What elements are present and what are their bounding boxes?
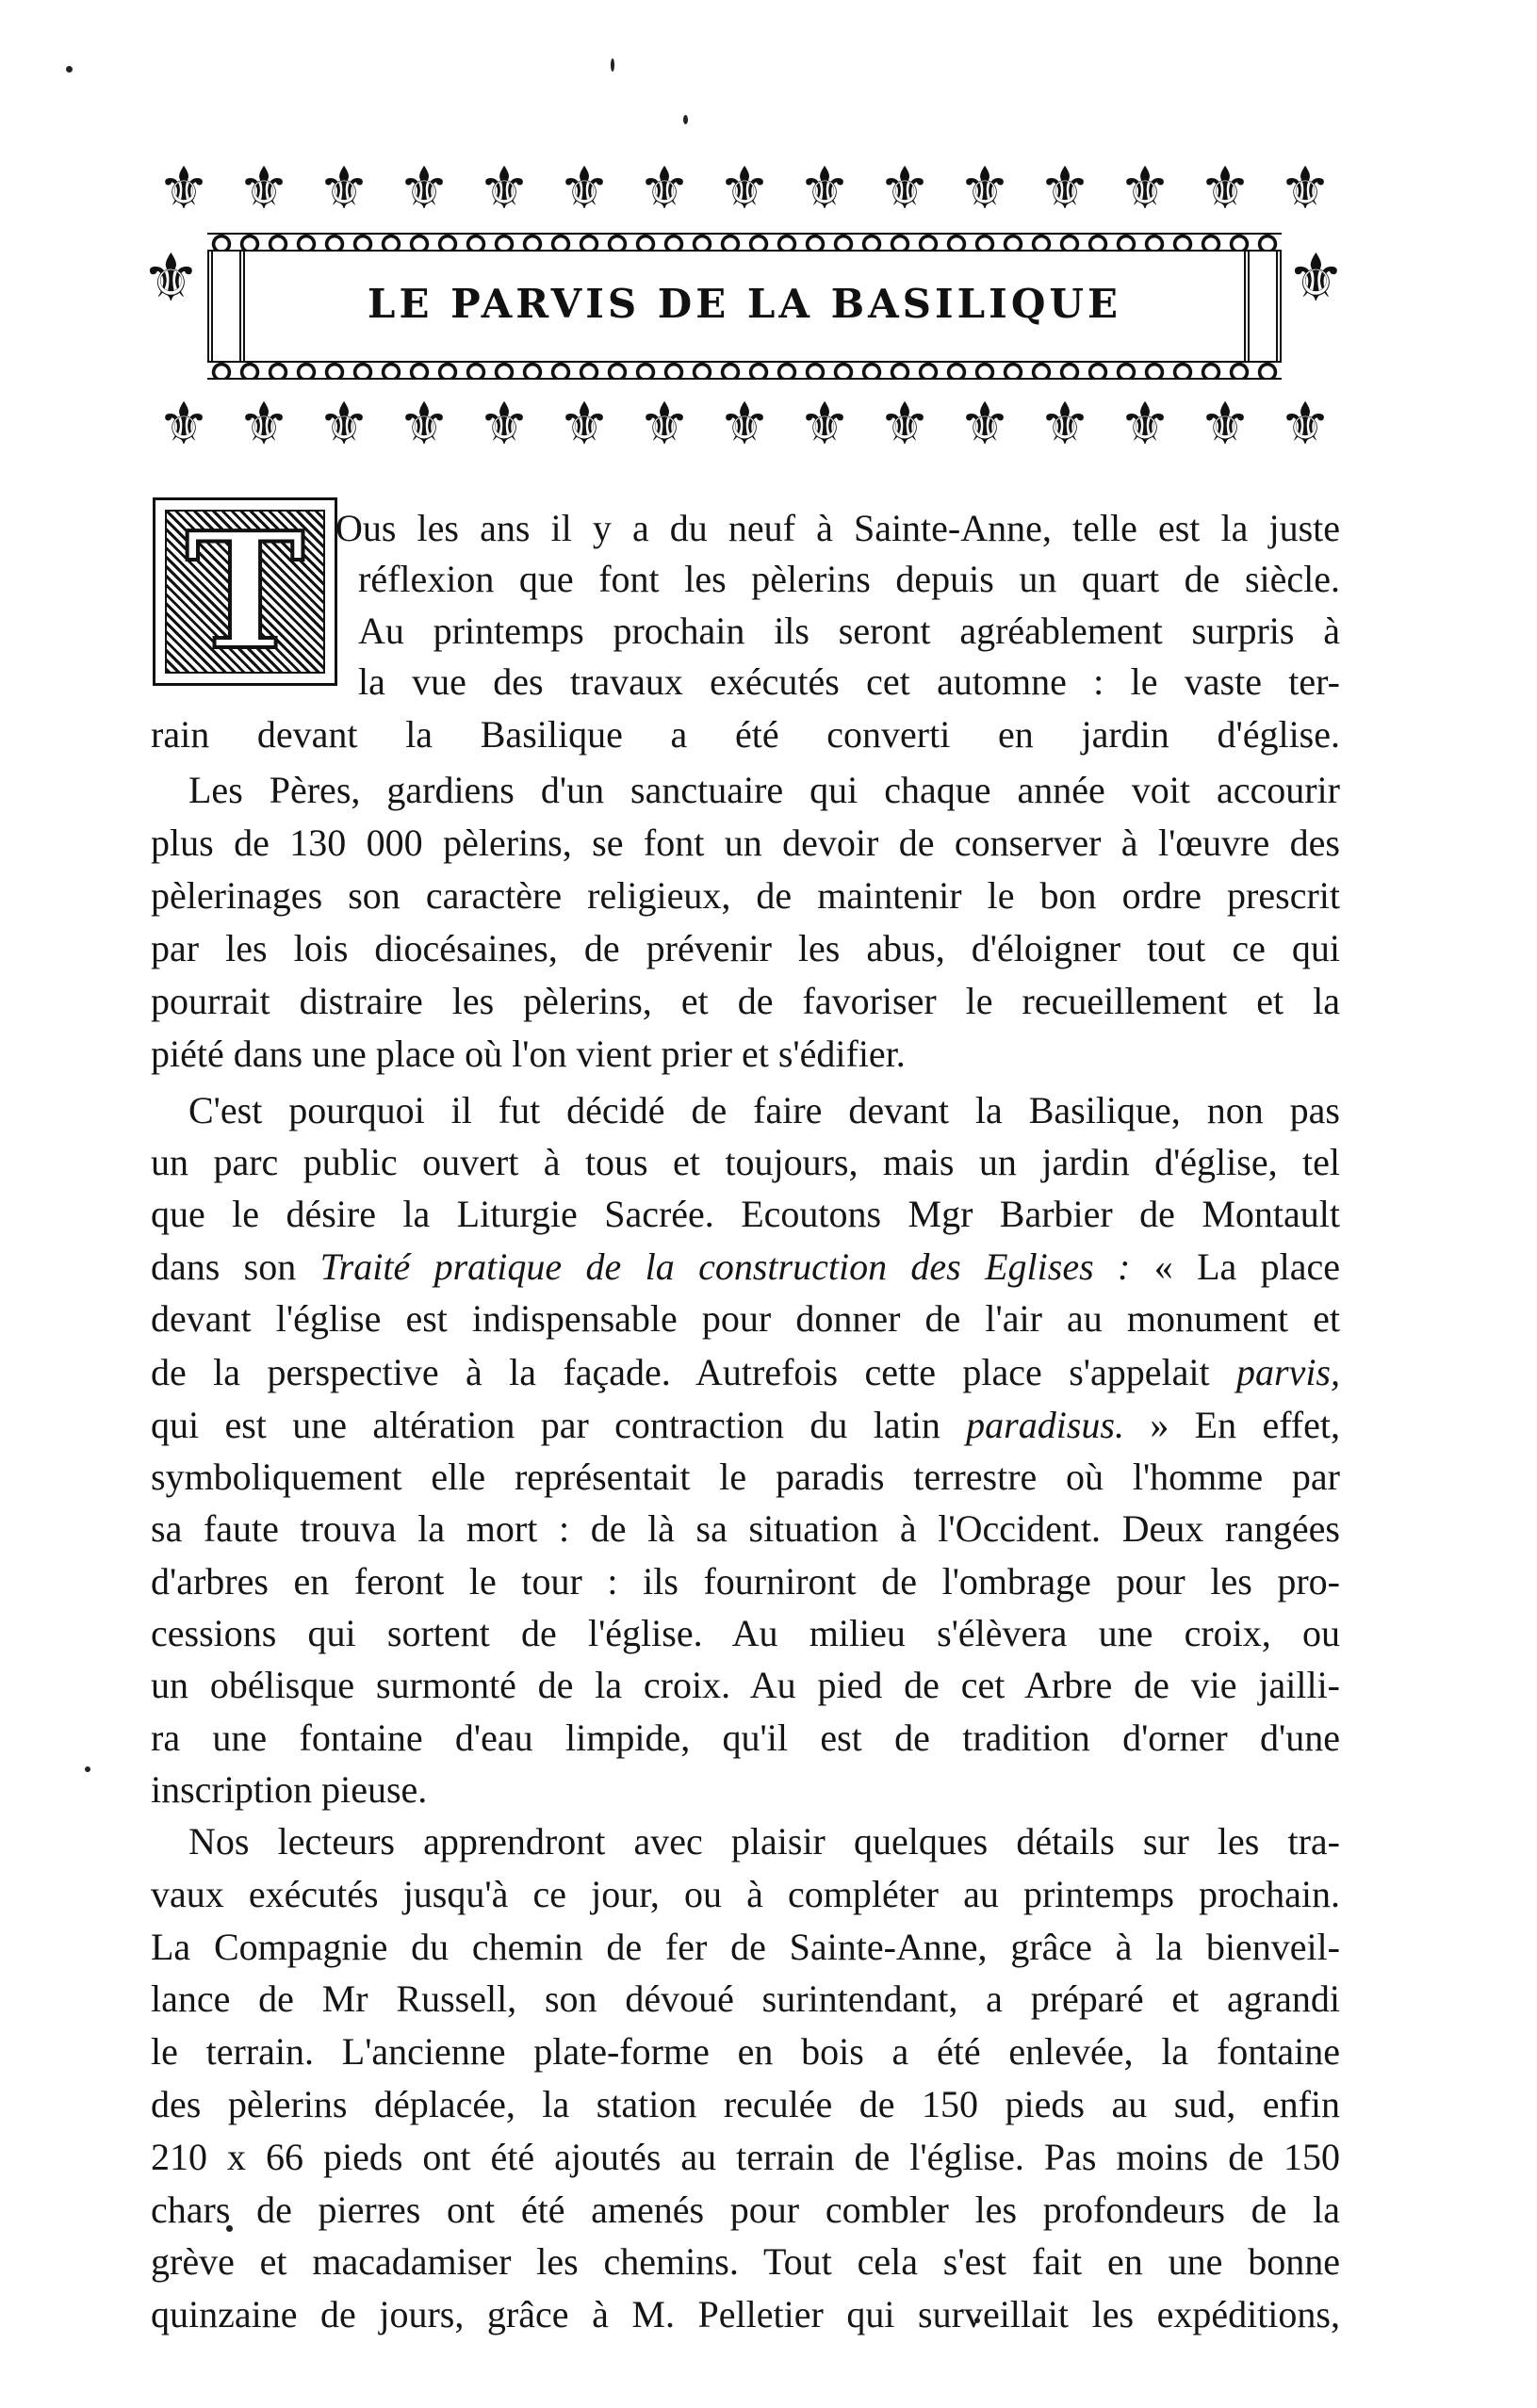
italic-text: paradisus. (966, 1404, 1124, 1446)
text-line-content: vaux exécutés jusqu'à ce jour, ou à compléter au printemps prochain. (151, 1873, 1340, 1915)
text-line-content: grève et macadamiser les chemins. Tout cela s'est fait en une bonne (151, 2240, 1340, 2283)
text-line (188, 765, 1340, 816)
fleur-de-lis-icon: ⚜ (1199, 389, 1251, 458)
fleur-de-lis-icon: ⚜ (478, 389, 531, 458)
fleur-de-lis-icon: ⚜ (1038, 389, 1091, 458)
fleur-de-lis-icon: ⚜ (798, 154, 851, 222)
fleur-de-lis-icon: ⚜ (958, 154, 1011, 222)
ornament-row-bottom (151, 382, 1338, 466)
text-line (151, 2132, 1340, 2183)
text-line (151, 1713, 1340, 1764)
fleur-de-lis-icon: ⚜ (558, 154, 611, 222)
fleur-de-lis-icon: ⚜ (478, 154, 531, 222)
text-line (151, 976, 1340, 1027)
text-line (358, 554, 1340, 605)
fleur-de-lis-icon: ⚜ (638, 154, 691, 222)
fleur-de-lis-icon: ⚜ (558, 389, 611, 458)
text-line (151, 923, 1340, 974)
print-speck (611, 58, 614, 72)
text-line (151, 2237, 1340, 2287)
text-line-content: rain devant la Basilique a été converti en jardin d'église. (151, 713, 1340, 756)
text-line (151, 2289, 1340, 2340)
text-line (151, 1869, 1340, 1920)
text-line-content: qui est une altération par contraction du latin (151, 1404, 967, 1446)
text-line (188, 1816, 1340, 1867)
italic-text: Traité pratique de la construction des Eglises : (319, 1245, 1131, 1288)
text-line (151, 1974, 1340, 2025)
text-line-content: quinzaine de jours, grâce à M. Pelletier qui surveillait les expéditions, (151, 2293, 1340, 2335)
fleur-de-lis-icon: ⚜ (798, 389, 851, 458)
fleur-de-lis-icon: ⚜ (718, 154, 771, 222)
text-line (151, 1452, 1340, 1503)
fleur-de-lis-icon: ⚜ (1279, 154, 1332, 222)
ornament-row-top (151, 146, 1338, 231)
text-line (151, 1029, 906, 1080)
ornament-chain-bottom (207, 361, 1282, 380)
text-line (151, 1608, 1340, 1659)
text-line-content: sa faute trouva la mort : de là sa situation à l'Occident. Deux rangées (151, 1507, 1340, 1550)
text-line (151, 1504, 1340, 1554)
text-line-content: chars de pierres ont été amenés pour combler les profondeurs de la (151, 2188, 1340, 2231)
text-line-content: devant l'église est indispensable pour donner de l'air au monument et (151, 1297, 1340, 1340)
text-line (358, 657, 1340, 708)
text-line (151, 1400, 1340, 1451)
fleur-de-lis-icon: ⚜ (718, 389, 771, 458)
text-line-content: pèlerinages son caractère religieux, de maintenir le bon ordre prescrit (151, 874, 1340, 917)
text-line (151, 1293, 1340, 1344)
drop-cap (153, 497, 337, 686)
fleur-de-lis-icon: ⚜ (398, 389, 450, 458)
text-line-content: Les Pères, gardiens d'un sanctuaire qui chaque année voit accourir (188, 769, 1340, 811)
ornament-chain-top (207, 233, 1282, 252)
italic-text: parvis, (1236, 1351, 1340, 1393)
text-line-content: cessions qui sortent de l'église. Au milieu s'élèvera une croix, ou (151, 1612, 1340, 1654)
fleur-de-lis-icon: ⚜ (318, 389, 370, 458)
text-line (151, 818, 1340, 869)
text-line-content: que le désire la Liturgie Sacrée. Ecoutons Mgr Barbier de Montault (151, 1193, 1340, 1235)
text-line-content: un parc public ouvert à tous et toujours, mais un jardin d'église, tel (151, 1141, 1340, 1183)
text-line (151, 2026, 1340, 2077)
text-line-content: par les lois diocésaines, de prévenir les abus, d'éloigner tout ce qui (151, 927, 1340, 969)
text-line-content: pourrait distraire les pèlerins, et de favoriser le recueillement et la (151, 980, 1340, 1022)
text-line-content: le terrain. L'ancienne plate-forme en bois a été enlevée, la fontaine (151, 2030, 1340, 2073)
text-line-content: La Compagnie du chemin de fer de Sainte-Anne, grâce à la bienveil- (151, 1926, 1340, 1968)
page-title: LE PARVIS DE LA BASILIQUE (367, 281, 1122, 327)
fleur-de-lis-icon: ⚜ (237, 389, 290, 458)
text-line-content: un obélisque surmonté de la croix. Au pied de cet Arbre de vie jailli- (151, 1664, 1340, 1706)
text-line (151, 1347, 1340, 1398)
text-line (188, 1085, 1340, 1136)
text-line (151, 2185, 1340, 2236)
text-line (151, 709, 1340, 760)
text-line-content: symboliquement elle représentait le paradis terrestre où l'homme par (151, 1456, 1340, 1498)
fleur-de-lis-icon: ⚜ (878, 389, 931, 458)
text-line-content: de la perspective à la façade. Autrefois cette place s'appelait (151, 1351, 1236, 1393)
text-line (151, 1556, 1340, 1607)
text-line-content: Au printemps prochain ils seront agréablement surpris à (358, 610, 1340, 652)
text-line-content: C'est pourquoi il fut décidé de faire devant la Basilique, non pas (188, 1089, 1340, 1131)
fleur-de-lis-icon: ⚜ (1199, 154, 1251, 222)
text-line (358, 606, 1340, 657)
print-speck (66, 66, 73, 73)
text-line-content: la vue des travaux exécutés cet automne : le vaste ter- (358, 660, 1340, 703)
text-line-content: des pèlerins déplacée, la station reculée de 150 pieds au sud, enfin (151, 2083, 1340, 2125)
text-line-content: lance de Mr Russell, son dévoué surintendant, a préparé et agrandi (151, 1977, 1340, 2020)
text-line-content: » En effet, (1123, 1404, 1340, 1446)
text-line (151, 2079, 1340, 2130)
text-line-content: « La place (1130, 1245, 1341, 1288)
text-line (151, 1922, 1340, 1973)
fleur-de-lis-icon: ⚜ (878, 154, 931, 222)
text-line-content: piété dans une place où l'on vient prier et s'édifier. (151, 1033, 906, 1075)
fleur-de-lis-icon: ⚜ (318, 154, 370, 222)
text-line (151, 1660, 1340, 1711)
print-speck (683, 115, 688, 124)
print-speck (85, 1766, 90, 1772)
text-line (151, 1137, 1340, 1188)
fleur-de-lis-icon: ⚜ (237, 154, 290, 222)
drop-cap-letter: T (185, 497, 305, 686)
text-line (151, 1765, 427, 1815)
text-line-content: dans son (151, 1245, 320, 1288)
fleur-de-lis-icon: ⚜ (1119, 154, 1171, 222)
text-line (335, 503, 1340, 554)
fleur-de-lis-icon: ⚜ (398, 154, 450, 222)
header-ornament (141, 146, 1346, 466)
text-line (151, 1242, 1340, 1293)
fleur-de-lis-icon: ⚜ (141, 239, 201, 317)
fleur-de-lis-icon: ⚜ (1279, 389, 1332, 458)
text-line-content: plus de 130 000 pèlerins, se font un devoir de conserver à l'œuvre des (151, 822, 1340, 864)
text-line-content: ra une fontaine d'eau limpide, qu'il est de tradition d'orner d'une (151, 1717, 1340, 1759)
text-line-content: Nos lecteurs apprendront avec plaisir quelques détails sur les tra- (188, 1820, 1340, 1863)
fleur-de-lis-icon: ⚜ (1038, 154, 1091, 222)
fleur-de-lis-icon: ⚜ (157, 389, 210, 458)
fleur-de-lis-icon: ⚜ (157, 154, 210, 222)
fleur-de-lis-icon: ⚜ (1286, 239, 1346, 317)
text-line (151, 1189, 1340, 1240)
text-line-content: Ous les ans il y a du neuf à Sainte-Anne, telle est la juste (335, 507, 1340, 549)
fleur-de-lis-icon: ⚜ (958, 389, 1011, 458)
text-line-content: d'arbres en feront le tour : ils fourniront de l'ombrage pour les pro- (151, 1560, 1340, 1603)
fleur-de-lis-icon: ⚜ (638, 389, 691, 458)
fleur-de-lis-icon: ⚜ (1119, 389, 1171, 458)
text-line-content: inscription pieuse. (151, 1768, 428, 1811)
text-line (151, 870, 1340, 921)
text-line-content: réflexion que font les pèlerins depuis un quart de siècle. (358, 558, 1340, 600)
text-line-content: 210 x 66 pieds ont été ajoutés au terrain de l'église. Pas moins de 150 (151, 2136, 1340, 2178)
